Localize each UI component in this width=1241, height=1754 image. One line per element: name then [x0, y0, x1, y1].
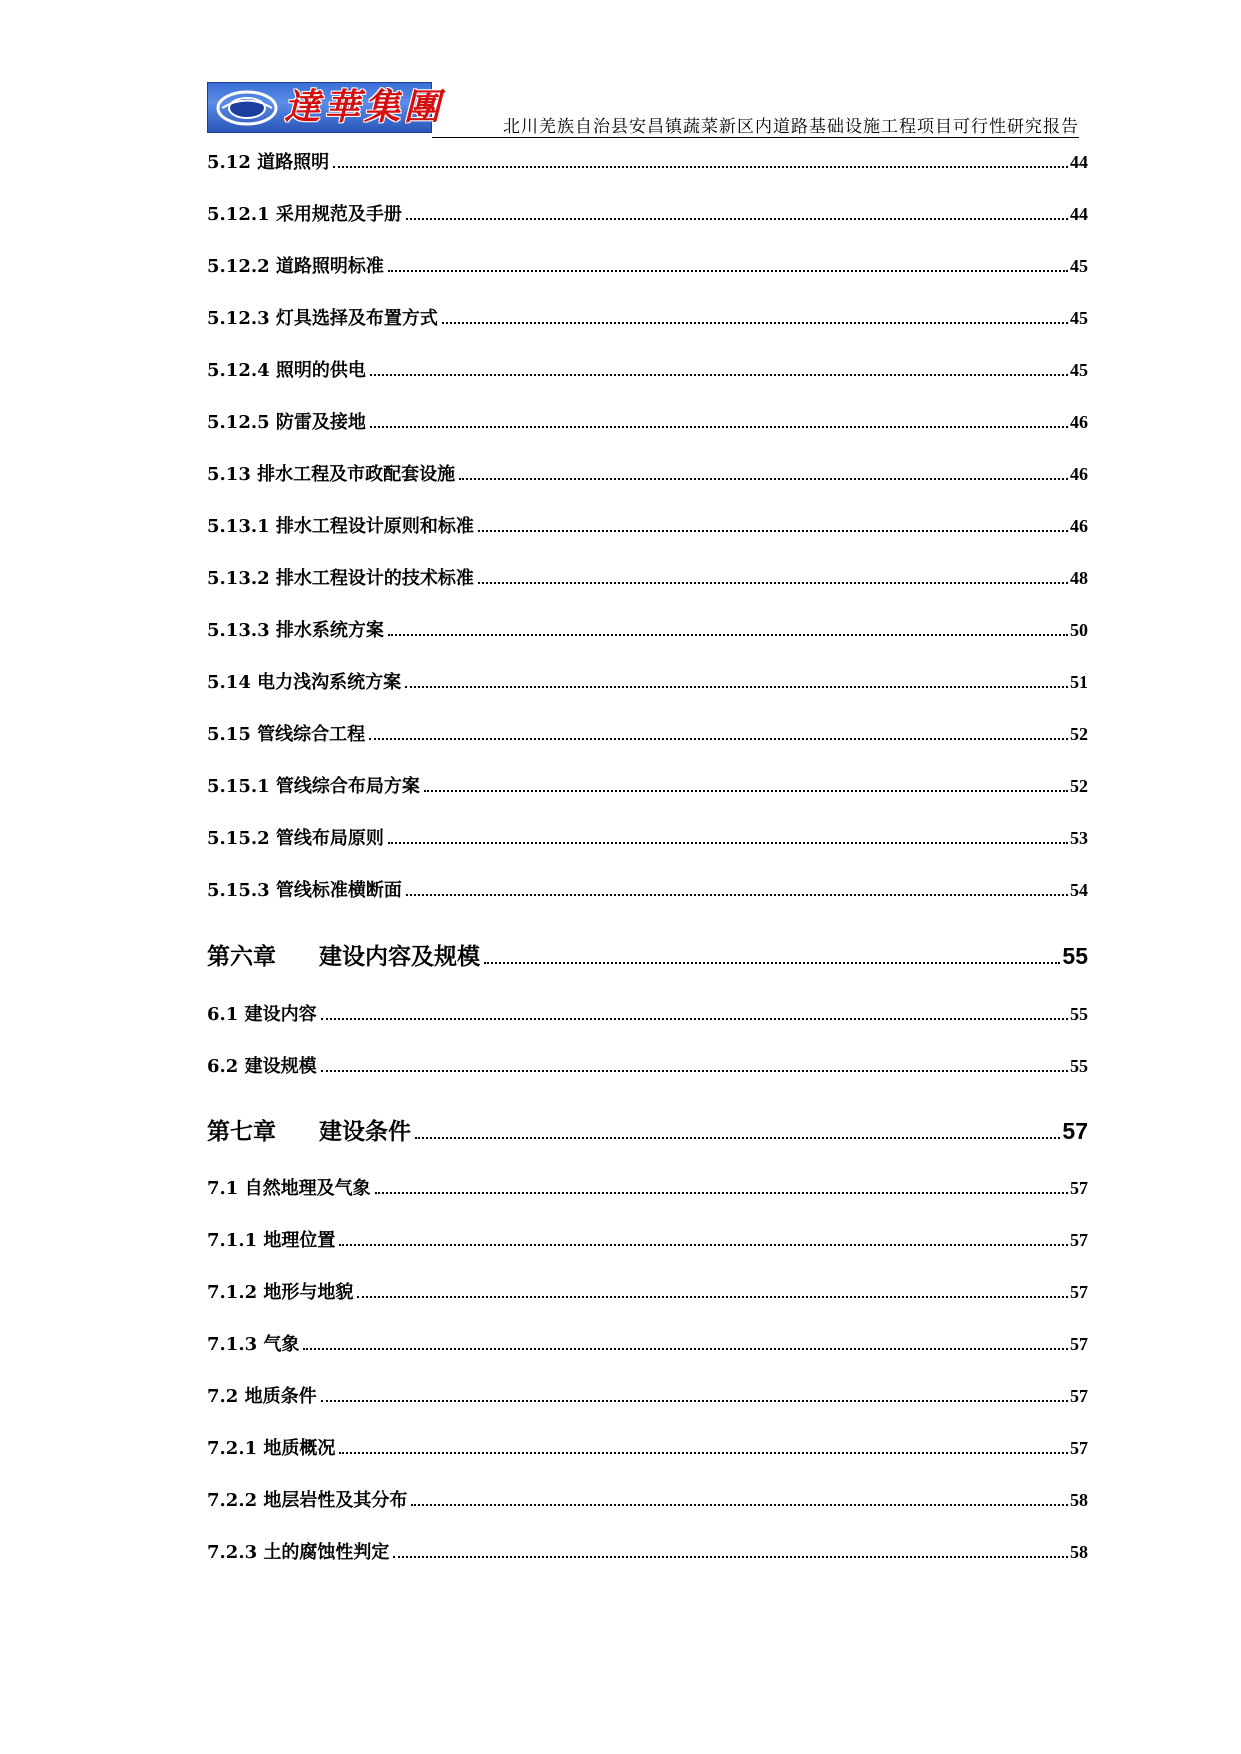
toc-leader: [424, 789, 1068, 792]
toc-leader: [321, 1399, 1068, 1402]
toc-entry[interactable]: [207, 150, 1088, 175]
toc-entry-label: 5.15.3 管线标准横断面: [207, 880, 402, 901]
toc-entry[interactable]: [207, 410, 1088, 435]
toc-entry[interactable]: [207, 306, 1088, 331]
header-divider: [432, 137, 1079, 138]
toc-leader: [321, 1017, 1068, 1020]
toc-leader: [393, 1555, 1068, 1558]
chapter-number: 第六章: [207, 944, 276, 970]
toc-entry-label: 6.1 建设内容: [207, 1004, 317, 1025]
toc-leader: [321, 1069, 1068, 1072]
toc-page-number: 46: [1070, 516, 1088, 536]
toc-chapter-entry[interactable]: [207, 941, 1088, 972]
toc-entry-label: 7.2.3 土的腐蚀性判定: [207, 1542, 390, 1563]
chapter-title: 建设内容及规模: [319, 944, 480, 970]
toc-page-number: 57: [1070, 1178, 1088, 1198]
toc-page-number: 55: [1062, 943, 1088, 969]
toc-page-number: 50: [1070, 620, 1088, 640]
toc-leader: [405, 685, 1068, 688]
toc-entry-label: 7.2 地质条件: [207, 1386, 317, 1407]
toc-leader: [357, 1295, 1068, 1298]
toc-entry-label: 7.1.1 地理位置: [207, 1230, 336, 1251]
toc-leader: [370, 373, 1068, 376]
toc-leader: [442, 321, 1068, 324]
toc-entry[interactable]: [207, 254, 1088, 279]
company-logo: [207, 82, 445, 133]
document-title: 北川羌族自治县安昌镇蔬菜新区内道路基础设施工程项目可行性研究报告: [503, 117, 1079, 137]
toc-entry-label: 5.14 电力浅沟系统方案: [207, 672, 402, 693]
toc-entry-label: 5.12.5 防雷及接地: [207, 412, 366, 433]
toc-entry[interactable]: [207, 1228, 1088, 1253]
toc-entry[interactable]: [207, 462, 1088, 487]
toc-leader: [484, 961, 1060, 964]
toc-entry[interactable]: [207, 878, 1088, 903]
toc-entry-label: 5.12.2 道路照明标准: [207, 256, 384, 277]
toc-page-number: 55: [1070, 1004, 1088, 1024]
toc-entry-label: 5.12.4 照明的供电: [207, 360, 366, 381]
toc-leader: [459, 477, 1068, 480]
toc-page-number: 55: [1070, 1056, 1088, 1076]
toc-leader: [303, 1347, 1068, 1350]
toc-page-number: 57: [1062, 1118, 1088, 1144]
toc-leader: [339, 1451, 1068, 1454]
toc-entry-label: 5.13.1 排水工程设计原则和标准: [207, 516, 474, 537]
toc-entry[interactable]: [207, 774, 1088, 799]
toc-entry[interactable]: [207, 1176, 1088, 1201]
chapter-title: 建设条件: [319, 1119, 411, 1145]
toc-leader: [388, 841, 1068, 844]
toc-leader: [333, 165, 1068, 168]
toc-entry-label: 6.2 建设规模: [207, 1056, 317, 1077]
toc-page-number: 57: [1070, 1282, 1088, 1302]
toc-leader: [406, 893, 1068, 896]
toc-leader: [375, 1191, 1068, 1194]
toc-entry-label: 5.15 管线综合工程: [207, 724, 366, 745]
toc-entry-label: 7.1.2 地形与地貌: [207, 1282, 354, 1303]
toc-page-number: 44: [1070, 204, 1088, 224]
toc-entry[interactable]: [207, 670, 1088, 695]
toc-entry-label: 5.15.2 管线布局原则: [207, 828, 384, 849]
toc-entry-label: 5.15.1 管线综合布局方案: [207, 776, 420, 797]
toc-entry-label: 7.2.2 地层岩性及其分布: [207, 1490, 408, 1511]
logo-text: 達華集團: [284, 86, 445, 128]
toc-entry[interactable]: [207, 1002, 1088, 1027]
toc-entry[interactable]: [207, 1384, 1088, 1409]
toc-page-number: 52: [1070, 776, 1088, 796]
toc-entry-label: 5.13.2 排水工程设计的技术标准: [207, 568, 474, 589]
logo-emblem-icon: [216, 89, 278, 127]
toc-entry[interactable]: [207, 722, 1088, 747]
toc-page-number: 46: [1070, 412, 1088, 432]
toc-entry-label: 5.12.1 采用规范及手册: [207, 204, 402, 225]
toc-page-number: 53: [1070, 828, 1088, 848]
toc-entry-label: 5.12.3 灯具选择及布置方式: [207, 308, 438, 329]
toc-entry[interactable]: [207, 826, 1088, 851]
page-header: [207, 80, 1079, 138]
toc-entry[interactable]: [207, 358, 1088, 383]
toc-leader: [369, 737, 1068, 740]
toc-entry[interactable]: [207, 1436, 1088, 1461]
toc-entry[interactable]: [207, 202, 1088, 227]
toc-page-number: 46: [1070, 464, 1088, 484]
toc-entry[interactable]: [207, 1488, 1088, 1513]
toc-leader: [478, 529, 1068, 532]
toc-entry-label: 5.13.3 排水系统方案: [207, 620, 384, 641]
toc-page-number: 48: [1070, 568, 1088, 588]
toc-page-number: 57: [1070, 1438, 1088, 1458]
toc-leader: [388, 269, 1068, 272]
toc-leader: [370, 425, 1068, 428]
toc-entry[interactable]: [207, 514, 1088, 539]
toc-leader: [411, 1503, 1068, 1506]
toc-page-number: 58: [1070, 1490, 1088, 1510]
toc-chapter-entry[interactable]: [207, 1116, 1088, 1147]
toc-page-number: 45: [1070, 360, 1088, 380]
toc-leader: [478, 581, 1068, 584]
toc-entry[interactable]: [207, 566, 1088, 591]
toc-page-number: 57: [1070, 1386, 1088, 1406]
toc-leader: [415, 1136, 1060, 1139]
toc-entry-label: 5.13 排水工程及市政配套设施: [207, 464, 456, 485]
toc-page-number: 45: [1070, 256, 1088, 276]
toc-entry[interactable]: [207, 1332, 1088, 1357]
toc-entry[interactable]: [207, 1280, 1088, 1305]
toc-entry-label: 7.1 自然地理及气象: [207, 1178, 371, 1199]
toc-page-number: 58: [1070, 1542, 1088, 1562]
toc-entry[interactable]: [207, 1054, 1088, 1079]
toc-page-number: 44: [1070, 152, 1088, 172]
toc-entry-label: 7.2.1 地质概况: [207, 1438, 336, 1459]
toc-page-number: 54: [1070, 880, 1088, 900]
toc-entry-label: 5.12 道路照明: [207, 152, 330, 173]
toc-leader: [339, 1243, 1068, 1246]
toc-leader: [388, 633, 1068, 636]
toc-page-number: 57: [1070, 1230, 1088, 1250]
toc-page-number: 52: [1070, 724, 1088, 744]
toc-leader: [406, 217, 1068, 220]
toc-page-number: 51: [1070, 672, 1088, 692]
toc-entry[interactable]: [207, 618, 1088, 643]
toc-entry-label: 7.1.3 气象: [207, 1334, 300, 1355]
toc-page-number: 57: [1070, 1334, 1088, 1354]
chapter-number: 第七章: [207, 1119, 276, 1145]
toc-entry[interactable]: [207, 1540, 1088, 1565]
toc-page-number: 45: [1070, 308, 1088, 328]
